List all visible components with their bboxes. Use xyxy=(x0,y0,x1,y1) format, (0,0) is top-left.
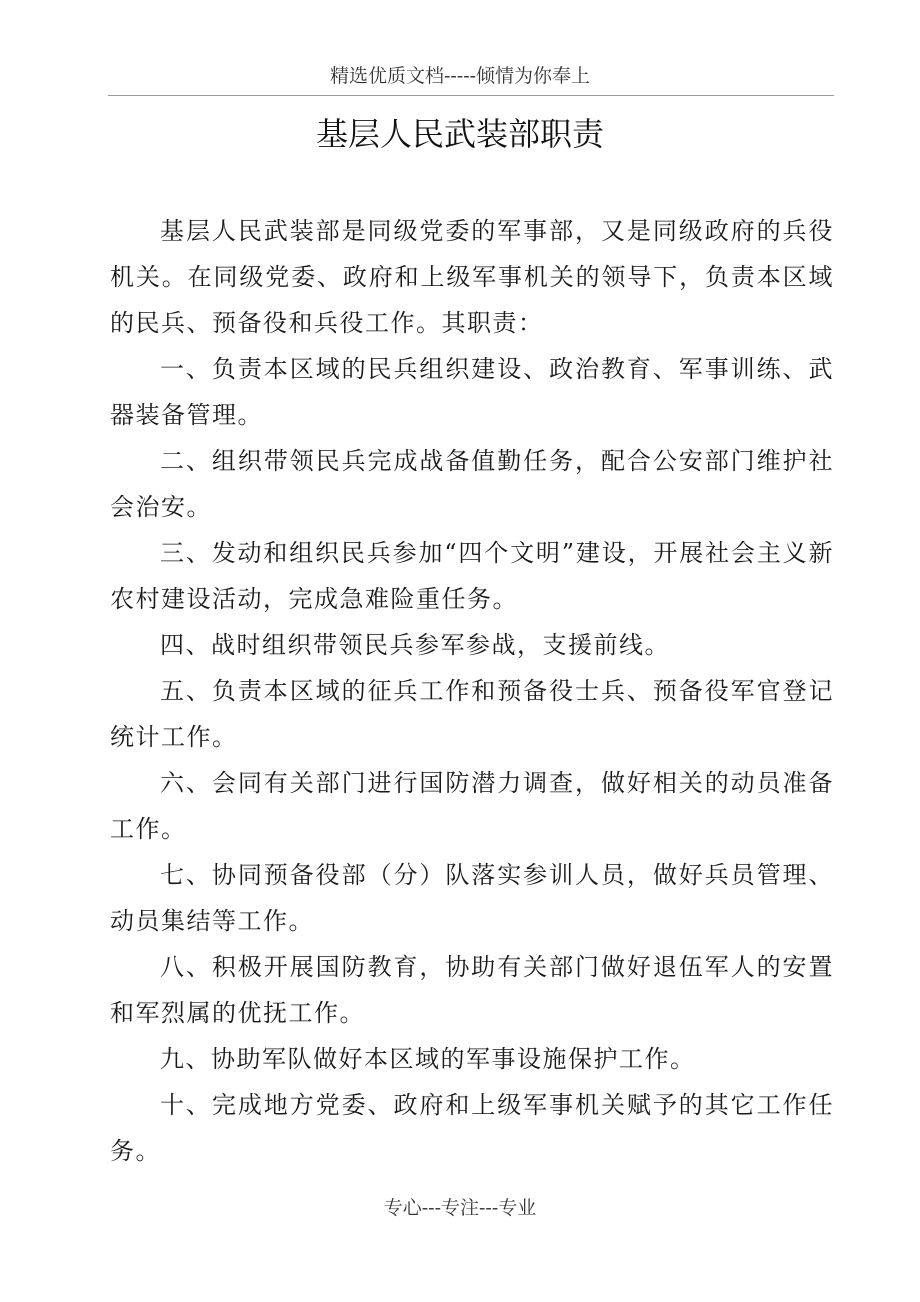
duty-item-9: 九、协助军队做好本区域的军事设施保护工作。 xyxy=(160,1045,696,1073)
duty-item-7: 七、协同预备役部（分）队落实参训人员，做好兵员管理、动员集结等工作。 xyxy=(110,861,834,935)
intro-paragraph: 基层人民武装部是同级党委的军事部，又是同级政府的兵役机关。在同级党委、政府和上级军事机关的领导下，负责本区域的民兵、预备役和兵役工作。其职责： xyxy=(110,217,834,337)
duty-item-8: 八、积极开展国防教育，协助有关部门做好退伍军人的安置和军烈属的优抚工作。 xyxy=(110,953,834,1027)
document-title: 基层人民武装部职责 xyxy=(315,115,604,153)
duty-item-10: 十、完成地方党委、政府和上级军事机关赋予的其它工作任务。 xyxy=(110,1091,834,1165)
duty-item-6: 六、会同有关部门进行国防潜力调查，做好相关的动员准备工作。 xyxy=(110,769,834,843)
duty-item-3: 三、发动和组织民兵参加“四个文明”建设，开展社会主义新农村建设活动，完成急难险重任务。 xyxy=(110,539,834,613)
page-footer: 专心---专注---专业 xyxy=(383,1197,537,1219)
document-body xyxy=(110,208,834,1174)
duty-item-2: 二、组织带领民兵完成战备值勤任务，配合公安部门维护社会治安。 xyxy=(110,447,834,521)
duty-item-4: 四、战时组织带领民兵参军参战，支援前线。 xyxy=(160,631,670,659)
duty-item-1: 一、负责本区域的民兵组织建设、政治教育、军事训练、武器装备管理。 xyxy=(110,355,834,429)
duty-item-5: 五、负责本区域的征兵工作和预备役士兵、预备役军官登记统计工作。 xyxy=(110,677,834,751)
header-divider xyxy=(108,95,834,96)
page-header: 精选优质文档-----倾情为你奉上 xyxy=(329,65,591,87)
